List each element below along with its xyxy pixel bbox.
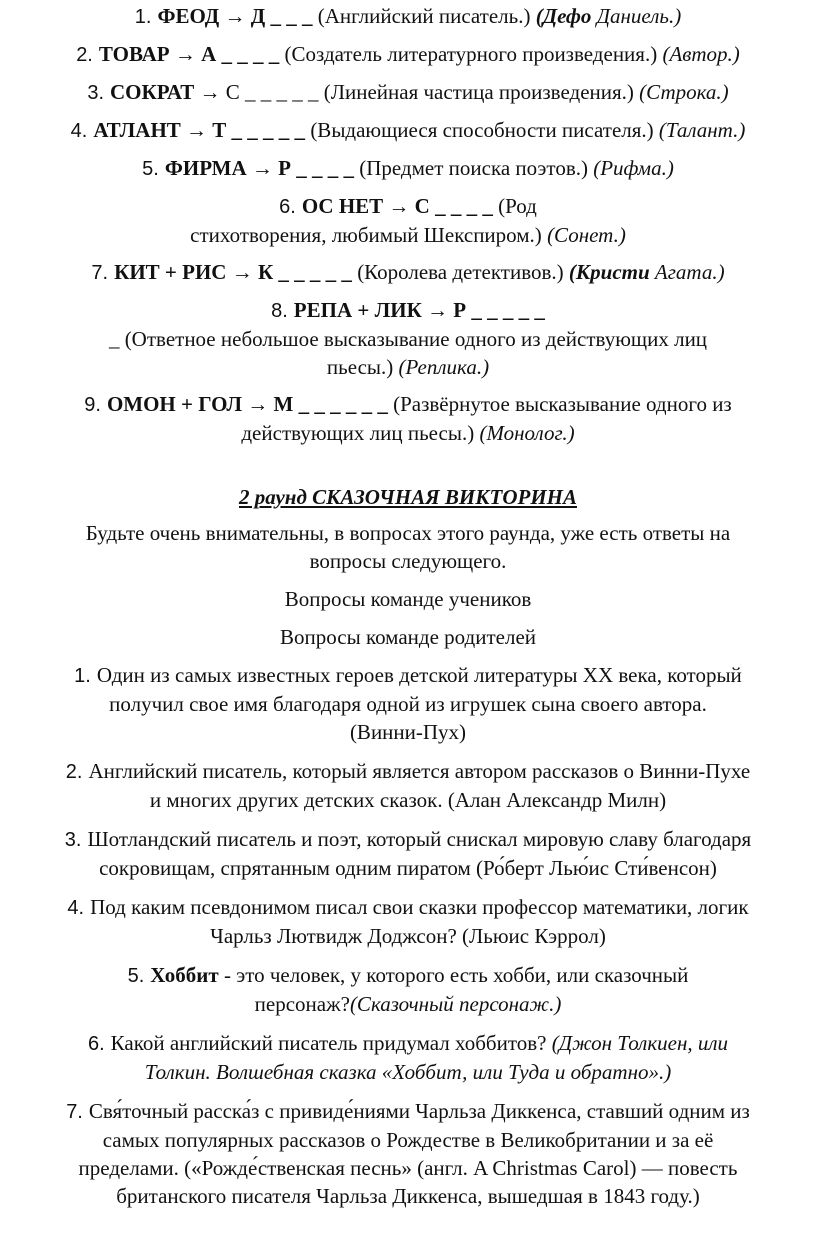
puzzle-item-6: 6. ОС НЕТ → С _ _ _ _ (Род стихотворения, любимый Шекспиром.) (Сонет.) <box>190 194 626 247</box>
puzzle-answer: Даниель.) <box>596 4 682 28</box>
quiz-question-5: 5. Хоббит - это человек, у которого есть хобби, или сказочный персонаж?(Сказочный персонаж.) <box>127 963 689 1016</box>
round-2-intro: Будьте очень внимательны, в вопросах этого раунда, уже есть ответы на вопросы следующего. <box>85 521 731 573</box>
puzzle-desc: (Королева детективов.) <box>357 260 564 284</box>
puzzle-answer-bold: (Кристи <box>568 260 650 284</box>
puzzle-answer-bold: (Дефо <box>535 4 592 28</box>
puzzle-word: АТЛАНТ → Т _ _ _ _ _ <box>93 118 306 142</box>
quiz-question-2: 2. Английский писатель, который является автором рассказов о Винни-Пухе и многих других детских сказок. (Алан Александр Милн) <box>65 759 751 812</box>
puzzle-desc: _ (Ответное небольшое высказывание одного из действующих лиц <box>108 327 708 351</box>
puzzle-word: КИТ + РИС → К _ _ _ _ _ <box>114 260 352 284</box>
puzzle-desc: (Предмет поиска поэтов.) <box>359 156 588 180</box>
puzzle-word: СОКРАТ <box>110 80 195 104</box>
puzzle-answer: (Строка.) <box>639 80 729 104</box>
puzzle-desc: (Выдающиеся способности писателя.) <box>310 118 654 142</box>
quiz-question-6: 6. Какой английский писатель придумал хоббитов? (Джон Толкиен, или Толкин. Волшебная сказка «Хоббит, или Туда и обратно».) <box>87 1031 729 1084</box>
puzzle-item-2: 2. ТОВАР → А _ _ _ _ (Создатель литературного произведения.) (Автор.) <box>76 42 740 66</box>
puzzle-word: ФЕОД → Д _ _ _ <box>157 4 313 28</box>
quiz-question-7: 7. Свя́точный расска́з с привиде́ниями Чарльза Диккенса, ставший одним из самых популярных рассказов о Рождестве в Великобритании и за её пределами. («Рожде́ственская песнь» (англ. A Christmas Carol) — повесть британского писателя Чарльза Диккенса, вышедшая в 1843 году.) <box>66 1099 750 1208</box>
quiz-question-1: 1. Один из самых известных героев детской литературы XX века, который получил свое имя благодаря одной из игрушек сына своего автора. (Винни-Пух) <box>74 663 742 744</box>
puzzle-answer: (Автор.) <box>662 42 740 66</box>
puzzle-desc-cont: действующих лиц пьесы.) <box>241 421 475 445</box>
round-2-title: 2 раунд СКАЗОЧНАЯ ВИКТОРИНА <box>239 485 577 509</box>
puzzle-item-5: 5. ФИРМА → Р _ _ _ _ (Предмет поиска поэтов.) (Рифма.) <box>142 156 674 180</box>
puzzle-item-7: 7. КИТ + РИС → К _ _ _ _ _ (Королева детективов.) (Кристи Агата.) <box>91 260 725 284</box>
puzzle-word: ФИРМА → Р _ _ _ _ <box>164 156 354 180</box>
puzzle-word-target: → С _ _ _ _ _ <box>199 80 319 104</box>
puzzle-desc: (Род <box>498 194 537 218</box>
puzzle-desc: (Развёрнутое высказывание одного из <box>393 392 732 416</box>
parents-questions-heading: Вопросы команде родителей <box>280 625 536 649</box>
puzzle-answer: (Рифма.) <box>593 156 674 180</box>
puzzle-answer: Агата.) <box>654 260 725 284</box>
puzzle-desc: (Линейная частица произведения.) <box>323 80 634 104</box>
quiz-question-4: 4. Под каким псевдонимом писал свои сказки профессор математики, логик Чарльз Лютвидж Доджсон? (Льюис Кэррол) <box>67 895 749 948</box>
puzzle-answer: (Сонет.) <box>547 223 626 247</box>
puzzle-item-9: 9. ОМОН + ГОЛ → М _ _ _ _ _ _ (Развёрнутое высказывание одного из действующих лиц пьесы.) (Монолог.) <box>84 392 732 445</box>
puzzle-item-1: 1. ФЕОД → Д _ _ _ (Английский писатель.) (Дефо Даниель.) <box>134 4 682 28</box>
puzzle-word: РЕПА + ЛИК → Р _ _ _ _ _ <box>293 298 545 322</box>
quiz-question-3: 3. Шотландский писатель и поэт, который снискал мировую славу благодаря сокровищам, спрятанным одним пиратом (Ро́берт Лью́ис Сти́венсон) <box>64 827 752 880</box>
puzzle-word: ОМОН + ГОЛ → М _ _ _ _ _ _ <box>106 392 388 416</box>
puzzle-desc-cont: стихотворения, любимый Шекспиром.) <box>190 223 542 247</box>
puzzle-desc-cont: пьесы.) <box>326 355 394 379</box>
puzzle-answer: (Реплика.) <box>398 355 490 379</box>
puzzle-word: ТОВАР → А _ _ _ _ <box>98 42 280 66</box>
puzzle-item-3: 3. СОКРАТ → С _ _ _ _ _ (Линейная частица произведения.) (Строка.) <box>87 80 729 104</box>
puzzle-item-8: 8. РЕПА + ЛИК → Р _ _ _ _ _ _ (Ответное небольшое высказывание одного из действующих лиц пьесы.) (Реплика.) <box>108 298 708 379</box>
puzzle-word: ОС НЕТ → С _ _ _ _ <box>301 194 493 218</box>
puzzle-desc: (Английский писатель.) <box>317 4 531 28</box>
puzzle-answer: (Монолог.) <box>479 421 575 445</box>
puzzle-item-4: 4. АТЛАНТ → Т _ _ _ _ _ (Выдающиеся способности писателя.) (Талант.) <box>70 118 746 142</box>
students-questions-heading: Вопросы команде учеников <box>284 587 532 611</box>
puzzle-desc: (Создатель литературного произведения.) <box>284 42 658 66</box>
puzzle-answer: (Талант.) <box>658 118 746 142</box>
